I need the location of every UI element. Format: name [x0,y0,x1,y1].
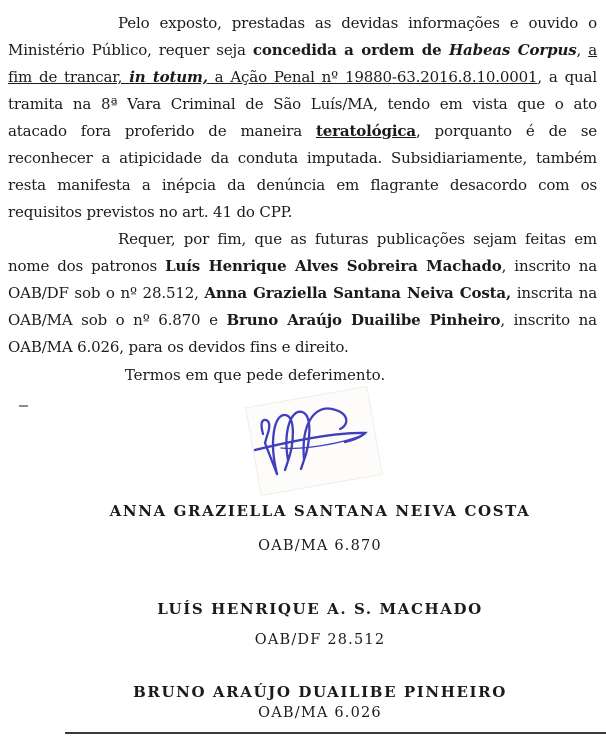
paragraph-1-line-3 [8,64,597,91]
paragraph-2-line-5 [8,334,597,361]
signatory-registration-luis: OAB/DF 28.512 [254,632,386,648]
paragraph-1-line-8 [8,199,597,226]
text-run: resta manifesta a inépcia da denúncia em flagrante desacordo com os [8,176,597,194]
handwritten-signature-icon [250,398,372,482]
signatory-registration-bruno: OAB/MA 6.026 [258,705,382,721]
paragraph-1-line-2 [8,37,597,64]
text-run: nome dos patronos [8,257,166,275]
text-run: Luís Henrique Alves Sobreira Machado [165,257,502,275]
text-run: fim de trancar, [8,68,130,86]
signatory-name-luis: LUÍS HENRIQUE A. S. MACHADO [157,600,483,618]
paragraph-2-line-2 [8,253,597,280]
text-run: , inscrito na [501,257,597,275]
text-run: Habeas Corpus [449,41,577,59]
body-text [8,10,597,361]
text-run: reconhecer a atipicidade da conduta imputada. Subsidiariamente, também [8,149,597,167]
paragraph-2-line-3 [8,280,597,307]
paragraph-1-line-7 [8,172,597,199]
text-run: Ministério Público, requer seja [8,41,253,59]
text-run: Requer, por fim, que as futuras publicações sejam feitas em [118,230,597,248]
text-run: OAB/DF sob o nº 28.512, [8,284,205,302]
text-run: Bruno Araújo Duailibe Pinheiro [226,311,501,329]
text-run: a [588,41,597,59]
paragraph-1-line-1 [8,10,597,37]
closing-line: Termos em que pede deferimento. [124,366,386,384]
signatory-registration-anna: OAB/MA 6.870 [258,538,382,554]
text-run: , porquanto é de se [415,122,597,140]
text-run: OAB/MA sob o nº 6.870 e [8,311,227,329]
text-run: a Ação Penal nº 19880-63.2016.8.10.0001 [207,68,538,86]
signatory-name-bruno: BRUNO ARAÚJO DUAILIBE PINHEIRO [133,683,507,701]
paragraph-2-line-1 [8,226,597,253]
text-run: concedida a ordem de [252,41,450,59]
footer-rule [65,732,606,734]
signatory-name-anna: ANNA GRAZIELLA SANTANA NEIVA COSTA [109,502,531,520]
text-run: inscrita na [511,284,597,302]
text-run: , inscrito na [500,311,597,329]
paragraph-1-line-5 [8,118,597,145]
paragraph-2-line-4 [8,307,597,334]
text-run: , [576,41,589,59]
text-run: Pelo exposto, prestadas as devidas informações e ouvido o [118,14,597,32]
scan-artifact-dash [19,405,28,407]
text-run: , a qual [537,68,597,86]
text-run: teratológica [315,122,416,140]
text-run: tramita na 8ª Vara Criminal de São Luís/MA, tendo em vista que o ato [8,95,597,113]
text-run: Anna Graziella Santana Neiva Costa, [204,284,512,302]
text-run: requisitos previstos no art. 41 do CPP. [8,203,293,221]
paragraph-1-line-4 [8,91,597,118]
text-run: in totum, [129,68,208,86]
text-run: OAB/MA 6.026, para os devidos fins e direito. [8,338,349,356]
paragraph-1-line-6 [8,145,597,172]
text-run: atacado fora proferido de maneira [8,122,316,140]
